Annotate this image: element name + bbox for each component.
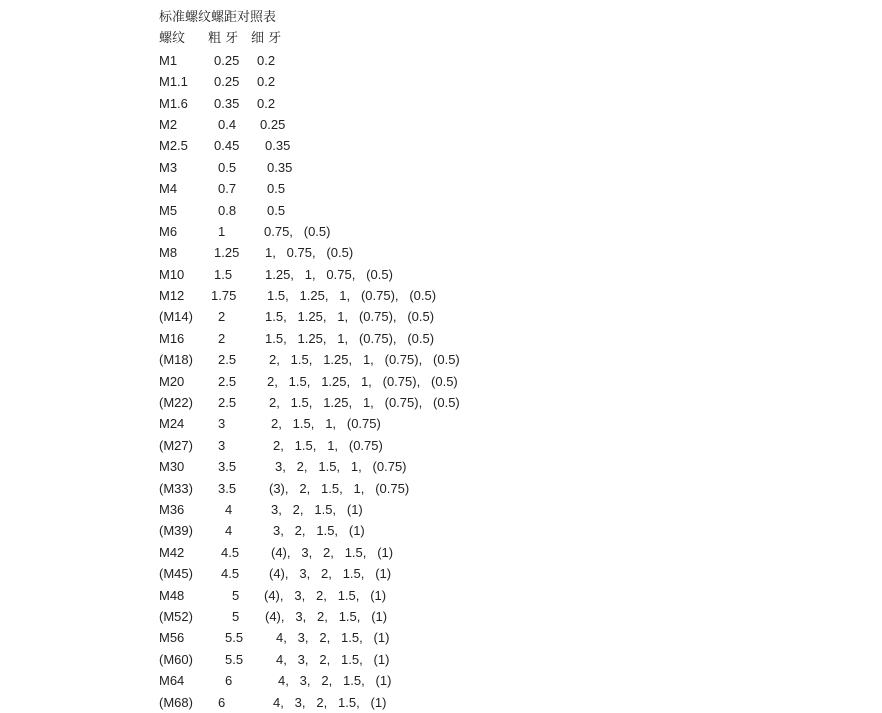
- table-row: [159, 499, 859, 520]
- coarse-pitch: 4.5: [221, 566, 240, 582]
- fine-pitch: 1.25, 1, 0.75, (0.5): [265, 266, 393, 282]
- thread-size: M4: [159, 181, 178, 197]
- table-row: [159, 200, 859, 221]
- table-row: [159, 71, 859, 92]
- thread-size: (M14): [159, 309, 193, 325]
- fine-pitch: 3, 2, 1.5, (1): [273, 523, 365, 539]
- thread-size: M2: [159, 116, 178, 132]
- thread-size: M1.6: [159, 95, 188, 111]
- fine-pitch: 1, 0.75, (0.5): [265, 245, 354, 261]
- thread-size: (M68): [159, 694, 193, 710]
- header-thread-size: 螺纹: [159, 31, 186, 47]
- thread-size: (M45): [159, 566, 193, 582]
- thread-size: M16: [159, 330, 185, 346]
- thread-size: M8: [159, 245, 178, 261]
- pitch-table-rows: [159, 50, 859, 713]
- fine-pitch: 4, 3, 2, 1.5, (1): [276, 651, 390, 667]
- thread-size: M30: [159, 459, 185, 475]
- fine-pitch: 1.5, 1.25, 1, (0.75), (0.5): [267, 288, 437, 304]
- table-row: [159, 542, 859, 563]
- coarse-pitch: 2.5: [218, 395, 237, 411]
- coarse-pitch: 5.5: [225, 651, 244, 667]
- fine-pitch: 0.2: [257, 74, 276, 90]
- table-row: [159, 478, 859, 499]
- thread-size: M20: [159, 373, 185, 389]
- table-row: [159, 392, 859, 413]
- fine-pitch: 2, 1.5, 1, (0.75): [273, 437, 383, 453]
- table-row: [159, 50, 859, 71]
- fine-pitch: 4, 3, 2, 1.5, (1): [276, 630, 390, 646]
- coarse-pitch: 0.5: [218, 159, 237, 175]
- table-row: [159, 135, 859, 156]
- coarse-pitch: 5: [232, 587, 240, 603]
- thread-size: M56: [159, 630, 185, 646]
- thread-size: M12: [159, 288, 185, 304]
- thread-size: (M27): [159, 437, 193, 453]
- fine-pitch: 2, 1.5, 1.25, 1, (0.75), (0.5): [267, 373, 458, 389]
- coarse-pitch: 6: [218, 694, 226, 710]
- table-row: [159, 649, 859, 670]
- fine-pitch: 0.2: [257, 95, 276, 111]
- fine-pitch: 2, 1.5, 1.25, 1, (0.75), (0.5): [269, 352, 460, 368]
- table-row: [159, 157, 859, 178]
- fine-pitch: 0.35: [265, 138, 291, 154]
- fine-pitch: 3, 2, 1.5, 1, (0.75): [275, 459, 407, 475]
- coarse-pitch: 4.5: [221, 544, 240, 560]
- table-row: [159, 371, 859, 392]
- table-row: [159, 328, 859, 349]
- thread-size: M48: [159, 587, 185, 603]
- coarse-pitch: 2: [218, 309, 226, 325]
- thread-size: M64: [159, 673, 185, 689]
- coarse-pitch: 0.25: [214, 74, 240, 90]
- table-row: [159, 606, 859, 627]
- thread-size: (M33): [159, 480, 193, 496]
- table-row: [159, 285, 859, 306]
- table-row: [159, 242, 859, 263]
- coarse-pitch: 1.75: [211, 288, 237, 304]
- document-body: [159, 7, 859, 713]
- table-row: [159, 221, 859, 242]
- table-header: [159, 28, 859, 49]
- coarse-pitch: 5: [232, 608, 240, 624]
- table-row: [159, 306, 859, 327]
- table-row: [159, 520, 859, 541]
- table-row: [159, 114, 859, 135]
- coarse-pitch: 0.4: [218, 116, 237, 132]
- fine-pitch: 0.25: [260, 116, 286, 132]
- coarse-pitch: 2.5: [218, 373, 237, 389]
- fine-pitch: 4, 3, 2, 1.5, (1): [273, 694, 387, 710]
- thread-size: M10: [159, 266, 185, 282]
- fine-pitch: (3), 2, 1.5, 1, (0.75): [269, 480, 410, 496]
- coarse-pitch: 0.45: [214, 138, 240, 154]
- table-row: [159, 178, 859, 199]
- coarse-pitch: 0.25: [214, 52, 240, 68]
- thread-size: M36: [159, 501, 185, 517]
- fine-pitch: (4), 3, 2, 1.5, (1): [264, 587, 387, 603]
- thread-size: M1.1: [159, 74, 188, 90]
- table-row: [159, 456, 859, 477]
- coarse-pitch: 5.5: [225, 630, 244, 646]
- table-row: [159, 93, 859, 114]
- coarse-pitch: 2: [218, 330, 226, 346]
- coarse-pitch: 0.35: [214, 95, 240, 111]
- thread-size: M42: [159, 544, 185, 560]
- thread-size: M2.5: [159, 138, 188, 154]
- thread-size: (M52): [159, 608, 193, 624]
- thread-size: M3: [159, 159, 178, 175]
- coarse-pitch: 1.25: [214, 245, 240, 261]
- thread-size: (M60): [159, 651, 193, 667]
- coarse-pitch: 0.8: [218, 202, 237, 218]
- table-row: [159, 349, 859, 370]
- coarse-pitch: 3.5: [218, 459, 237, 475]
- thread-size: (M39): [159, 523, 193, 539]
- thread-size: (M22): [159, 395, 193, 411]
- coarse-pitch: 4: [225, 523, 233, 539]
- table-row: [159, 563, 859, 584]
- table-row: [159, 264, 859, 285]
- fine-pitch: (4), 3, 2, 1.5, (1): [265, 608, 388, 624]
- fine-pitch: 0.35: [267, 159, 293, 175]
- coarse-pitch: 2.5: [218, 352, 237, 368]
- header-coarse-pitch: 粗 牙: [208, 31, 239, 47]
- fine-pitch: 4, 3, 2, 1.5, (1): [278, 673, 392, 689]
- table-row: [159, 435, 859, 456]
- thread-size: (M18): [159, 352, 193, 368]
- document-title: 标准螺纹螺距对照表: [159, 10, 277, 25]
- coarse-pitch: 1: [218, 223, 226, 239]
- fine-pitch: 1.5, 1.25, 1, (0.75), (0.5): [265, 330, 435, 346]
- header-fine-pitch: 细 牙: [251, 31, 282, 47]
- table-row: [159, 413, 859, 434]
- coarse-pitch: 6: [225, 673, 233, 689]
- fine-pitch: 3, 2, 1.5, (1): [271, 501, 363, 517]
- table-row: [159, 627, 859, 648]
- fine-pitch: 2, 1.5, 1.25, 1, (0.75), (0.5): [269, 395, 460, 411]
- coarse-pitch: 3.5: [218, 480, 237, 496]
- fine-pitch: 0.2: [257, 52, 276, 68]
- fine-pitch: 0.75, (0.5): [264, 223, 331, 239]
- thread-size: M6: [159, 223, 178, 239]
- fine-pitch: 1.5, 1.25, 1, (0.75), (0.5): [265, 309, 435, 325]
- fine-pitch: (4), 3, 2, 1.5, (1): [269, 566, 392, 582]
- coarse-pitch: 3: [218, 416, 226, 432]
- thread-size: M5: [159, 202, 178, 218]
- coarse-pitch: 4: [225, 501, 233, 517]
- coarse-pitch: 1.5: [214, 266, 233, 282]
- fine-pitch: 2, 1.5, 1, (0.75): [271, 416, 381, 432]
- table-row: [159, 670, 859, 691]
- fine-pitch: (4), 3, 2, 1.5, (1): [271, 544, 394, 560]
- thread-size: M1: [159, 52, 178, 68]
- coarse-pitch: 3: [218, 437, 226, 453]
- fine-pitch: 0.5: [267, 202, 286, 218]
- thread-size: M24: [159, 416, 185, 432]
- fine-pitch: 0.5: [267, 181, 286, 197]
- table-row: [159, 585, 859, 606]
- coarse-pitch: 0.7: [218, 181, 237, 197]
